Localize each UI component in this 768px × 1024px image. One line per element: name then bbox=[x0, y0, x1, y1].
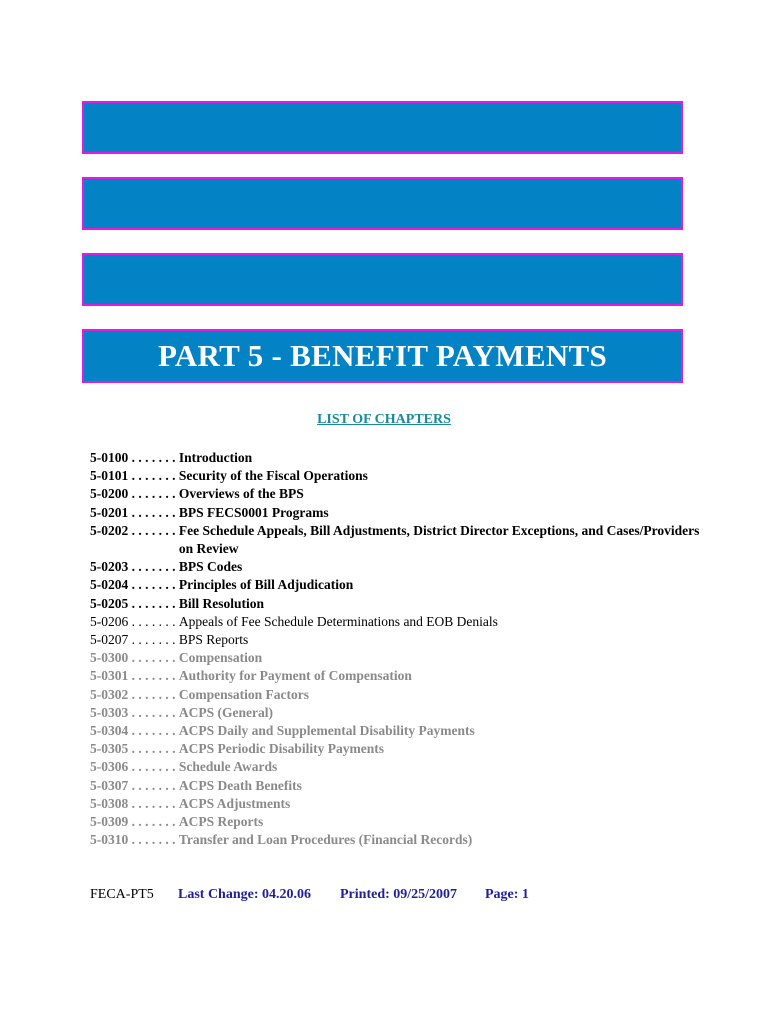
chapter-title: Schedule Awards bbox=[178, 759, 278, 775]
chapter-title: BPS Codes bbox=[178, 559, 243, 575]
chapter-item bbox=[90, 649, 710, 667]
chapter-number: 5-0205 . . . . . . . bbox=[90, 595, 179, 611]
chapter-item bbox=[90, 795, 710, 813]
chapter-number: 5-0202 . . . . . . . bbox=[90, 522, 179, 538]
chapter-item bbox=[90, 686, 710, 704]
chapter-item bbox=[90, 758, 710, 776]
chapter-title: Fee Schedule Appeals, Bill Adjustments, District Director Exceptions, and Cases/Providers on Review bbox=[178, 522, 700, 557]
list-of-chapters-heading: LIST OF CHAPTERS bbox=[317, 412, 451, 427]
title-band bbox=[82, 329, 683, 383]
footer-last-change: Last Change: 04.20.06 bbox=[178, 887, 312, 902]
chapter-number: 5-0100 . . . . . . . bbox=[90, 450, 179, 465]
footer-doc-id: FECA-PT5 bbox=[90, 887, 154, 902]
chapter-item bbox=[90, 576, 710, 594]
chapter-item bbox=[90, 667, 710, 685]
chapter-title: ACPS Death Benefits bbox=[178, 777, 302, 793]
chapter-title: ACPS Periodic Disability Payments bbox=[178, 741, 384, 757]
chapter-number: 5-0306 . . . . . . . bbox=[90, 759, 179, 775]
chapter-title: Security of the Fiscal Operations bbox=[178, 468, 368, 484]
chapter-number: 5-0302 . . . . . . . bbox=[90, 686, 179, 702]
chapter-number: 5-0206 . . . . . . . bbox=[90, 613, 179, 629]
chapter-number: 5-0300 . . . . . . . bbox=[90, 650, 179, 666]
chapter-title: Introduction bbox=[178, 450, 253, 465]
chapter-title: Compensation bbox=[178, 650, 263, 666]
chapter-number: 5-0307 . . . . . . . bbox=[90, 777, 179, 793]
footer-printed: Printed: 09/25/2007 bbox=[340, 887, 458, 902]
chapter-title: ACPS Daily and Supplemental Disability Payments bbox=[178, 723, 475, 739]
chapter-item bbox=[90, 558, 710, 576]
chapter-item bbox=[90, 722, 710, 740]
chapter-title: Transfer and Loan Procedures (Financial Records) bbox=[178, 832, 473, 848]
chapter-item bbox=[90, 777, 710, 795]
chapter-item bbox=[90, 740, 710, 758]
chapter-item bbox=[90, 467, 710, 485]
chapter-title: BPS FECS0001 Programs bbox=[178, 504, 329, 520]
chapter-item bbox=[90, 631, 710, 649]
chapter-number: 5-0309 . . . . . . . bbox=[90, 814, 179, 830]
chapter-number: 5-0204 . . . . . . . bbox=[90, 577, 179, 593]
page-title: PART 5 - BENEFIT PAYMENTS bbox=[157, 338, 608, 373]
header-band-1 bbox=[82, 101, 683, 154]
chapter-title: Bill Resolution bbox=[178, 595, 265, 611]
chapter-number: 5-0101 . . . . . . . bbox=[90, 468, 179, 484]
page-footer bbox=[90, 887, 529, 903]
chapter-number: 5-0200 . . . . . . . bbox=[90, 486, 179, 502]
chapter-number: 5-0303 . . . . . . . bbox=[90, 704, 179, 720]
chapter-number: 5-0308 . . . . . . . bbox=[90, 795, 179, 811]
footer-page-number: Page: 1 bbox=[485, 887, 529, 902]
chapter-item bbox=[90, 613, 710, 631]
chapter-number: 5-0201 . . . . . . . bbox=[90, 504, 179, 520]
chapter-title: Appeals of Fee Schedule Determinations and EOB Denials bbox=[178, 613, 498, 629]
header-band-3 bbox=[82, 253, 683, 306]
chapter-item bbox=[90, 449, 710, 467]
chapter-title: BPS Reports bbox=[178, 632, 249, 648]
header-band-2 bbox=[82, 177, 683, 230]
chapter-number: 5-0207 . . . . . . . bbox=[90, 632, 179, 648]
chapter-title: ACPS Reports bbox=[178, 814, 264, 830]
chapter-title: Principles of Bill Adjudication bbox=[178, 577, 354, 593]
chapter-title: Authority for Payment of Compensation bbox=[178, 668, 412, 684]
chapter-title: ACPS Adjustments bbox=[178, 795, 291, 811]
chapter-title: Overviews of the BPS bbox=[178, 486, 304, 502]
chapter-list bbox=[90, 449, 710, 849]
chapter-item bbox=[90, 522, 710, 558]
chapter-title: Compensation Factors bbox=[178, 686, 309, 702]
chapter-item bbox=[90, 485, 710, 503]
chapter-number: 5-0203 . . . . . . . bbox=[90, 559, 179, 575]
chapter-title: ACPS (General) bbox=[178, 704, 273, 720]
chapter-number: 5-0305 . . . . . . . bbox=[90, 741, 179, 757]
chapter-number: 5-0301 . . . . . . . bbox=[90, 668, 179, 684]
chapter-item bbox=[90, 504, 710, 522]
chapter-item bbox=[90, 704, 710, 722]
chapter-number: 5-0304 . . . . . . . bbox=[90, 723, 179, 739]
chapter-item bbox=[90, 595, 710, 613]
chapter-item bbox=[90, 813, 710, 831]
chapter-number: 5-0310 . . . . . . . bbox=[90, 832, 179, 848]
chapter-item bbox=[90, 831, 710, 849]
